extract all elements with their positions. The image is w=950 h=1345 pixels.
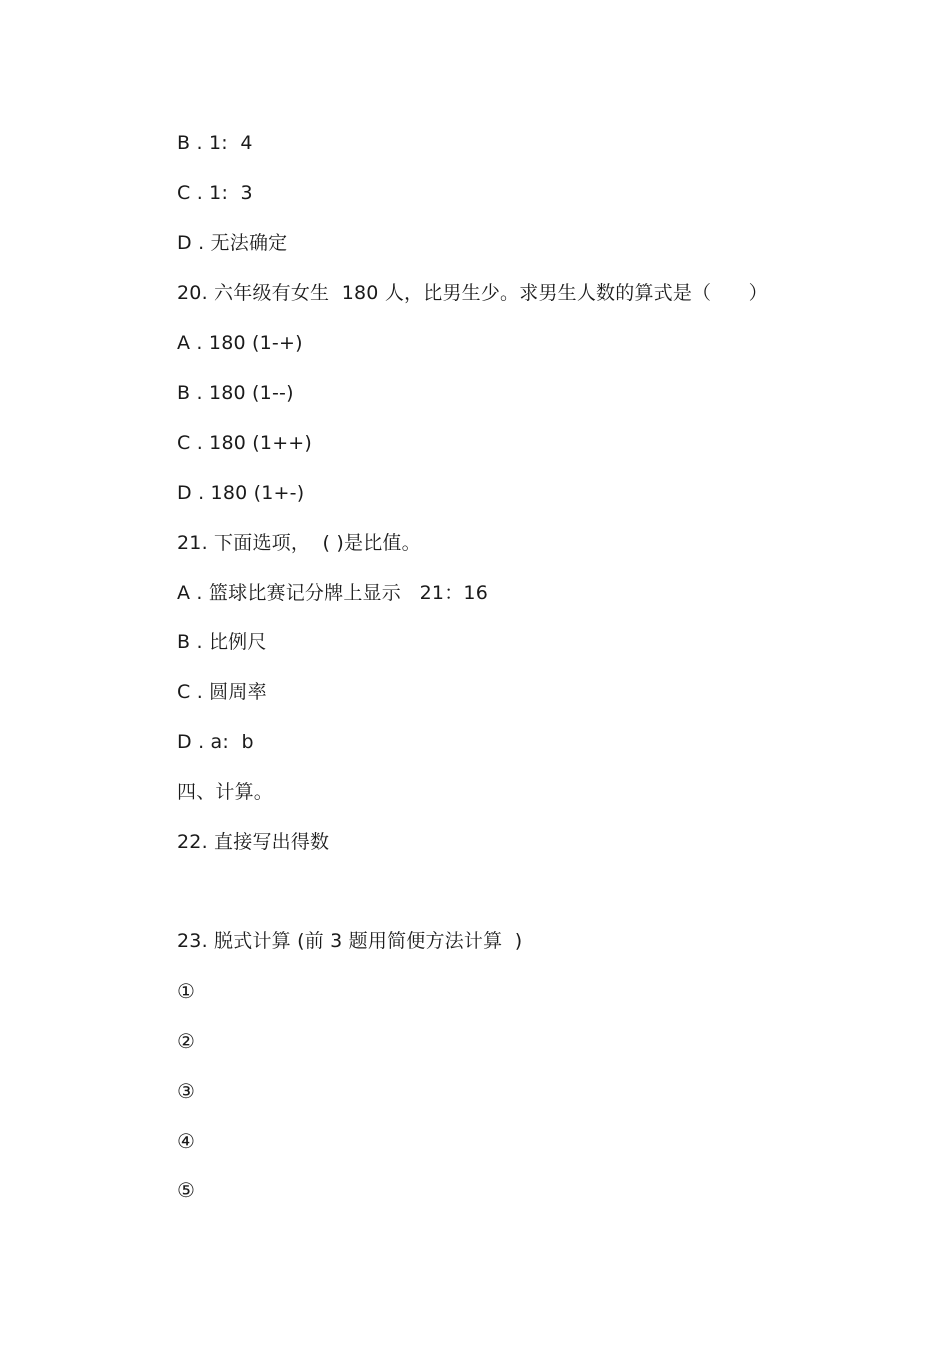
q20-option-c: C . 180 (1++) [177, 432, 313, 454]
q20-option-d: D . 180 (1+-) [177, 482, 305, 504]
q20-option-a: A . 180 (1-+) [177, 332, 303, 354]
q23-item-4: ④ [177, 1129, 196, 1153]
section-four-heading: 四、计算。 [177, 781, 274, 803]
q23-item-2: ② [177, 1029, 196, 1053]
question-20: 20. 六年级有女生 180 人，比男生少。求男生人数的算式是（ ） [177, 282, 768, 304]
option-c-ratio: C . 1: 3 [177, 182, 253, 204]
option-d-undetermined: D . 无法确定 [177, 232, 288, 254]
q23-item-1: ① [177, 979, 196, 1003]
q21-option-b: B . 比例尺 [177, 631, 267, 653]
q21-option-a: A . 篮球比赛记分牌上显示 21：16 [177, 582, 488, 604]
q23-item-5: ⑤ [177, 1178, 196, 1202]
question-21: 21. 下面选项， ( )是比值。 [177, 532, 421, 554]
question-22: 22. 直接写出得数 [177, 831, 330, 853]
q20-option-b: B . 180 (1--) [177, 382, 294, 404]
q21-option-d: D . a: b [177, 731, 254, 753]
question-23: 23. 脱式计算 (前 3 题用简便方法计算 ) [177, 930, 523, 952]
q21-option-c: C . 圆周率 [177, 681, 267, 703]
option-b-ratio: B . 1: 4 [177, 132, 253, 154]
q23-item-3: ③ [177, 1079, 196, 1103]
